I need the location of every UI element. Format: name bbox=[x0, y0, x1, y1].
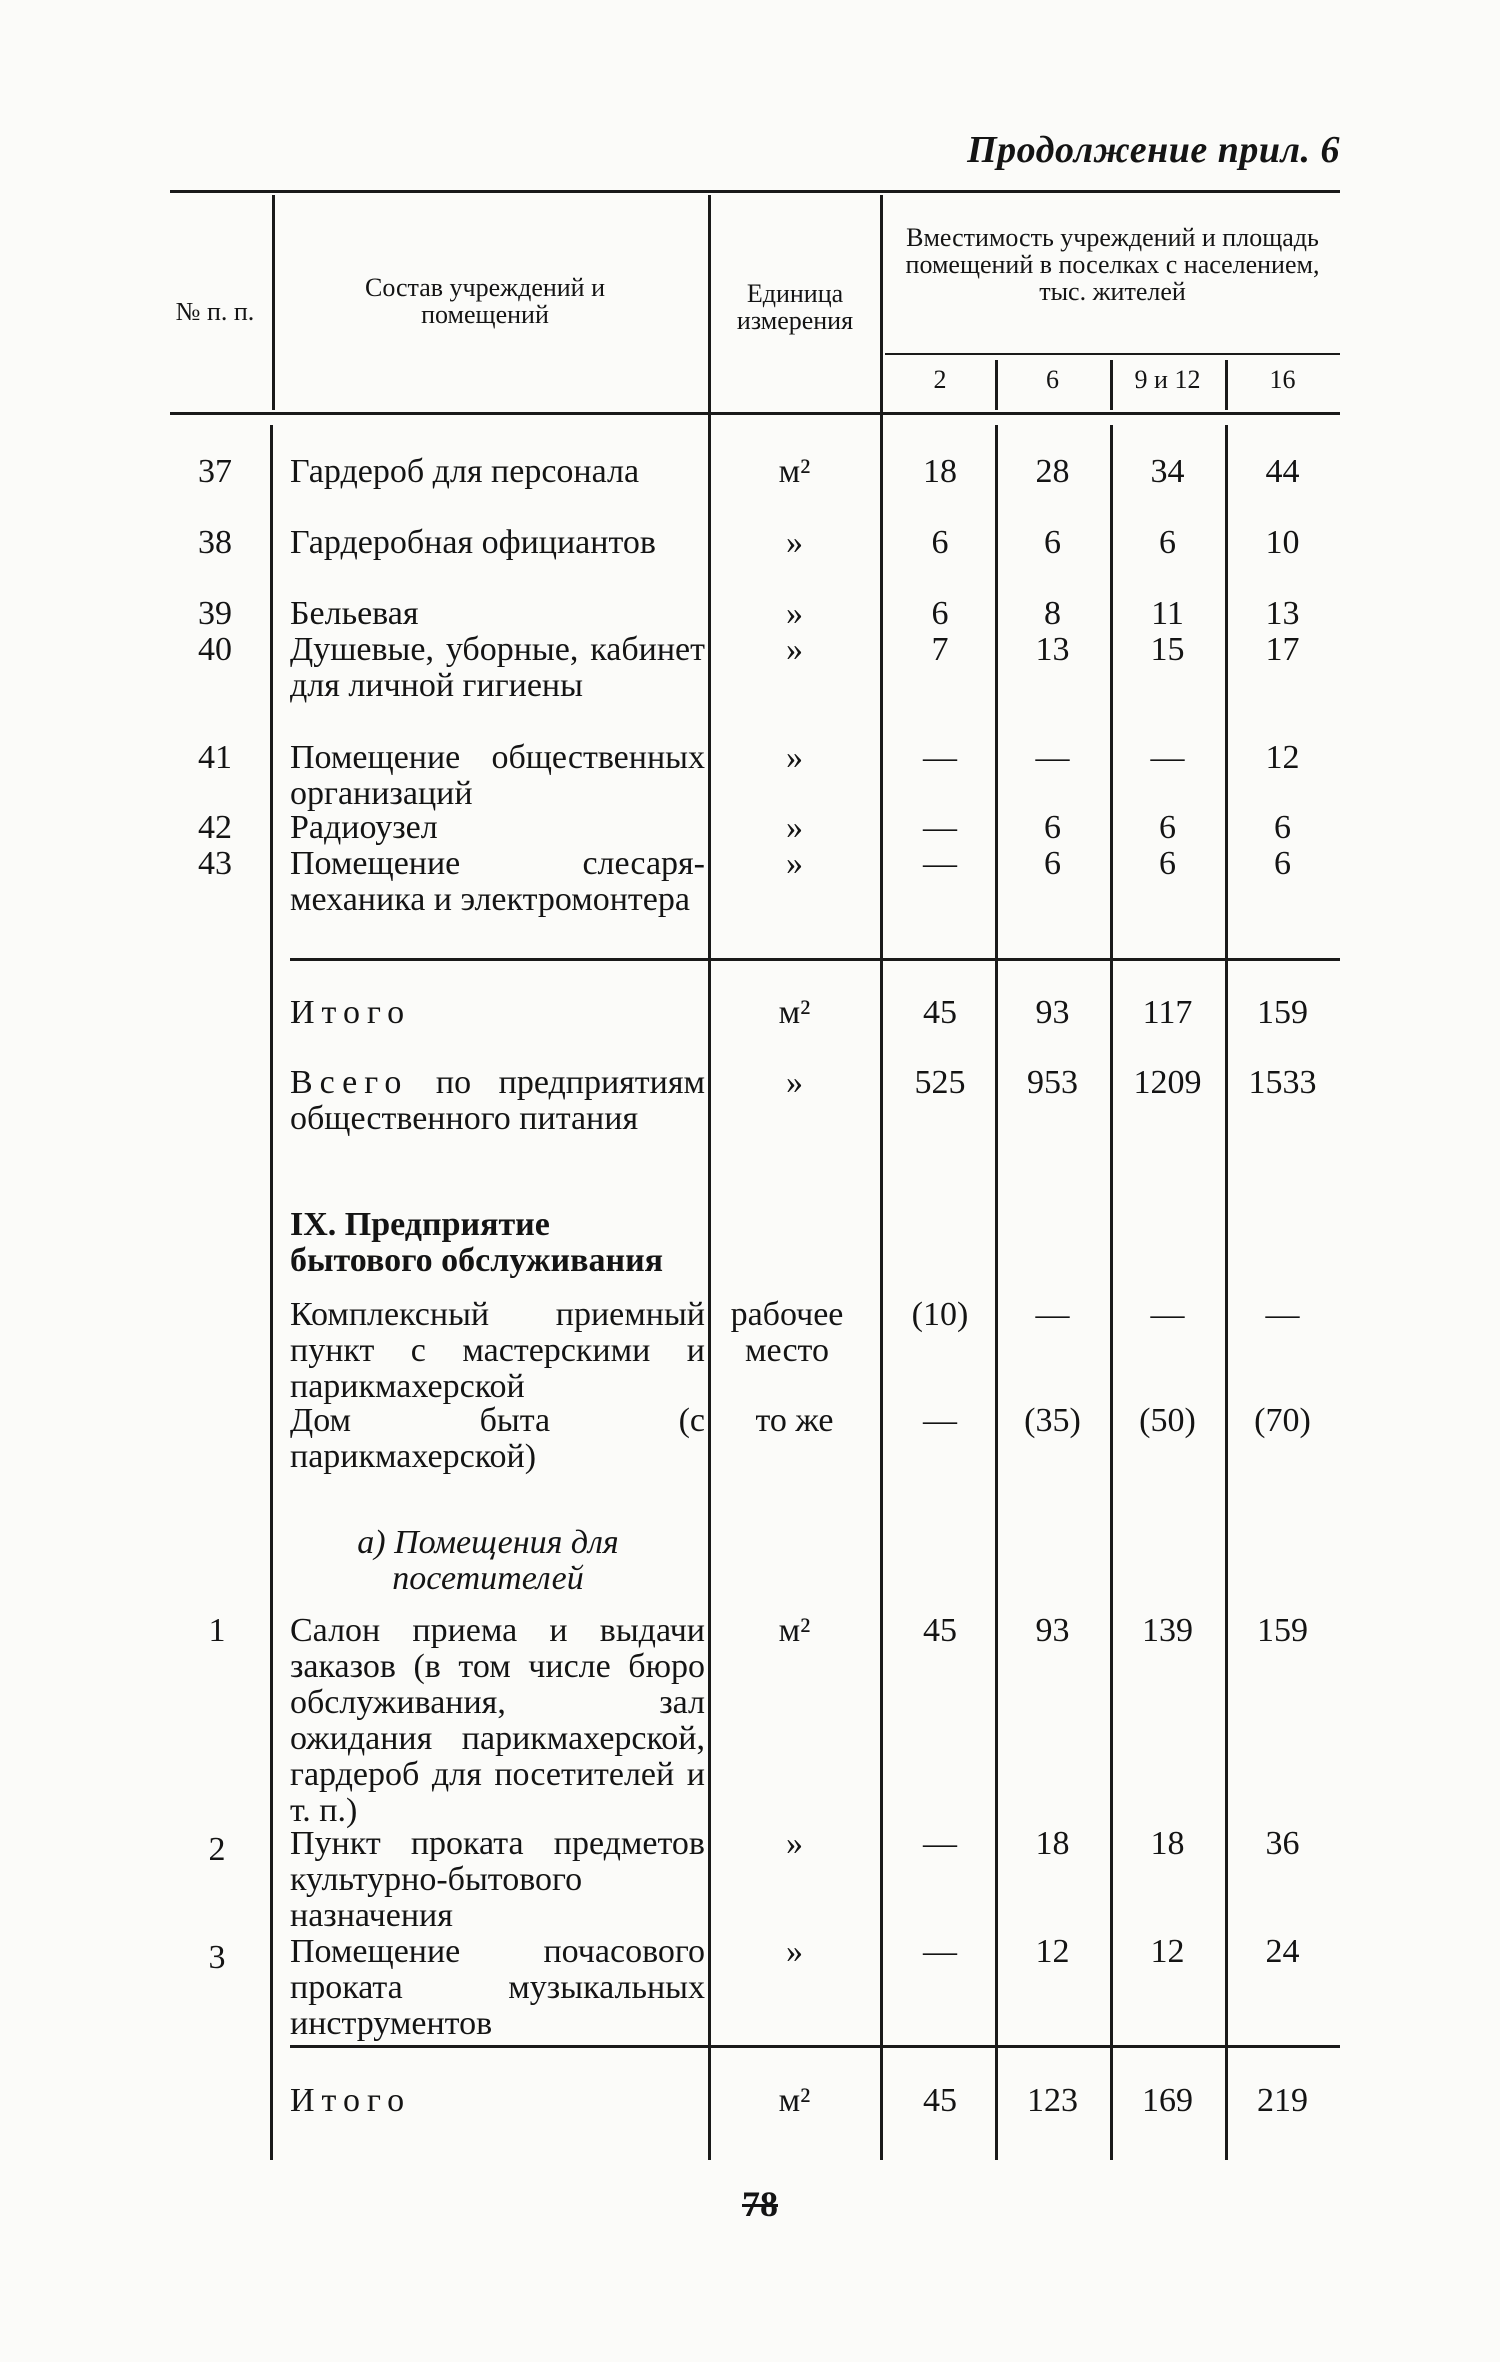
total-pop-9-12: 117 bbox=[1142, 994, 1193, 1031]
row-number: 1 bbox=[208, 1612, 226, 1649]
header-no: № п. п. bbox=[175, 297, 255, 326]
row-number: 41 bbox=[198, 739, 232, 776]
value-pop-6: — bbox=[1035, 739, 1070, 776]
row-number: 2 bbox=[208, 1831, 226, 1868]
header-pop-16: 16 bbox=[1269, 365, 1296, 394]
col-divider-no bbox=[272, 195, 275, 410]
value-pop-9-12: 6 bbox=[1159, 809, 1176, 846]
header-capacity: Вместимость учреждений и площадь помещений в поселках с населением, тыс. жителей bbox=[905, 223, 1320, 306]
value-pop-16: (70) bbox=[1254, 1402, 1311, 1439]
value-pop-9-12: 12 bbox=[1150, 1933, 1185, 1970]
value-pop-2: — bbox=[923, 739, 957, 776]
header-composition: Состав учреждений и помещений bbox=[364, 273, 606, 329]
value-pop-2: — bbox=[923, 845, 957, 882]
grand-total-rest: по предприятиям общественного питания bbox=[290, 1064, 705, 1137]
row-name: Гардероб для персонала bbox=[290, 453, 640, 490]
grand-total-label bbox=[290, 1065, 705, 1137]
row-unit: » bbox=[786, 739, 803, 776]
row-unit: рабочее место bbox=[730, 1296, 844, 1369]
table-top-rule bbox=[170, 190, 1340, 193]
value-pop-2: — bbox=[923, 1933, 957, 1970]
row-number: 37 bbox=[198, 453, 232, 490]
value-pop-16: 12 bbox=[1265, 739, 1300, 776]
row-name: Салон приема и выдачи заказов (в том числе бюро обслуживания, зал ожидания парикмахерской, гардероб для посетителей и т. п.) bbox=[290, 1612, 705, 1829]
total-b-rule bbox=[290, 2045, 1340, 2048]
total-unit: м² bbox=[778, 2082, 811, 2119]
value-pop-16: 159 bbox=[1257, 1612, 1308, 1649]
value-pop-2: 7 bbox=[931, 631, 949, 668]
value-pop-6: 18 bbox=[1035, 1825, 1070, 1862]
grand-total-pop-6: 953 bbox=[1027, 1064, 1078, 1101]
row-unit: » bbox=[786, 1825, 803, 1862]
value-pop-9-12: 11 bbox=[1151, 595, 1184, 632]
value-pop-2: 6 bbox=[931, 595, 949, 632]
row-unit: » bbox=[786, 845, 803, 882]
value-pop-16: 13 bbox=[1265, 595, 1300, 632]
value-pop-6: 28 bbox=[1035, 453, 1070, 490]
grand-total-unit: » bbox=[786, 1064, 803, 1101]
value-pop-16: 17 bbox=[1265, 631, 1300, 668]
grand-total-pop-2: 525 bbox=[914, 1064, 966, 1101]
value-pop-16: 36 bbox=[1265, 1825, 1300, 1862]
grand-total-pop-9-12: 1209 bbox=[1133, 1064, 1202, 1101]
row-name: Помещение общественных организаций bbox=[290, 739, 705, 812]
col-divider-name bbox=[708, 195, 711, 2160]
value-pop-9-12: 139 bbox=[1142, 1612, 1193, 1649]
value-pop-16: 10 bbox=[1265, 524, 1300, 561]
row-name: Помещение почасового проката музыкальных инструментов bbox=[290, 1933, 705, 2042]
total-a-rule bbox=[290, 958, 1340, 961]
total-pop-6: 93 bbox=[1035, 994, 1070, 1031]
value-pop-2: — bbox=[923, 1402, 957, 1439]
value-pop-6: 93 bbox=[1035, 1612, 1070, 1649]
value-pop-9-12: (50) bbox=[1139, 1402, 1196, 1439]
row-name: Бельевая bbox=[290, 595, 419, 632]
value-pop-2: — bbox=[923, 809, 957, 846]
row-number: 40 bbox=[198, 631, 232, 668]
value-pop-6: — bbox=[1035, 1296, 1070, 1333]
value-pop-6: 6 bbox=[1044, 845, 1061, 882]
value-pop-2: (10) bbox=[911, 1296, 969, 1333]
header-pop-2: 2 bbox=[933, 365, 947, 394]
value-pop-2: 6 bbox=[931, 524, 949, 561]
row-name: Дом быта (с парикмахерской) bbox=[290, 1402, 705, 1475]
value-pop-9-12: — bbox=[1150, 1296, 1185, 1333]
value-pop-9-12: 34 bbox=[1150, 453, 1185, 490]
value-pop-16: 6 bbox=[1274, 845, 1291, 882]
total-pop-9-12: 169 bbox=[1142, 2082, 1193, 2119]
value-pop-16: 24 bbox=[1265, 1933, 1300, 1970]
value-pop-9-12: 15 bbox=[1150, 631, 1185, 668]
value-pop-9-12: 18 bbox=[1150, 1825, 1185, 1862]
row-unit: » bbox=[786, 595, 803, 632]
value-pop-16: — bbox=[1265, 1296, 1300, 1333]
value-pop-2: 18 bbox=[923, 453, 957, 490]
row-unit: » bbox=[786, 809, 803, 846]
page-number: 78 bbox=[742, 2184, 778, 2224]
total-label: Итого bbox=[290, 2082, 412, 2119]
col-divider-6-body bbox=[1110, 425, 1113, 2160]
grand-total-lead: Всего bbox=[290, 1064, 409, 1101]
header-bottom-rule bbox=[170, 412, 1340, 415]
grand-total-pop-16: 1533 bbox=[1248, 1064, 1317, 1101]
total-pop-16: 159 bbox=[1257, 994, 1308, 1031]
subheader-rule bbox=[885, 353, 1340, 355]
row-number: 43 bbox=[198, 845, 232, 882]
row-unit: » bbox=[786, 1933, 803, 1970]
col-divider-9-body bbox=[1225, 425, 1228, 2160]
row-number: 42 bbox=[198, 809, 232, 846]
value-pop-9-12: — bbox=[1150, 739, 1185, 776]
value-pop-6: 12 bbox=[1035, 1933, 1070, 1970]
total-pop-2: 45 bbox=[923, 2082, 957, 2119]
row-name: Комплексный приемный пункт с мастерскими и парикмахерской bbox=[290, 1296, 705, 1405]
total-pop-6: 123 bbox=[1027, 2082, 1078, 2119]
value-pop-6: 13 bbox=[1035, 631, 1070, 668]
row-name: Пункт проката предметов культурно-бытового назначения bbox=[290, 1825, 705, 1934]
row-unit: » bbox=[786, 631, 803, 668]
value-pop-2: — bbox=[923, 1825, 957, 1862]
row-name: Радиоузел bbox=[290, 809, 438, 846]
value-pop-9-12: 6 bbox=[1159, 524, 1176, 561]
header-unit: Единица измерения bbox=[736, 279, 854, 335]
subsection-title: а) Помещения для посетителей bbox=[357, 1524, 619, 1597]
row-name: Душевые, уборные, кабинет для личной гигиены bbox=[290, 631, 705, 704]
value-pop-6: 6 bbox=[1044, 524, 1061, 561]
header-pop-6: 6 bbox=[1046, 365, 1059, 394]
row-number: 3 bbox=[208, 1939, 226, 1976]
row-name: Помещение слесаря-механика и электромонтера bbox=[290, 845, 705, 918]
total-pop-2: 45 bbox=[923, 994, 957, 1031]
value-pop-16: 44 bbox=[1265, 453, 1300, 490]
col-divider-2-body bbox=[995, 425, 998, 2160]
total-unit: м² bbox=[778, 994, 811, 1031]
value-pop-2: 45 bbox=[923, 1612, 957, 1649]
row-number: 38 bbox=[198, 524, 232, 561]
section-title: IX. Предприятие бытового обслуживания bbox=[290, 1206, 664, 1279]
total-label: Итого bbox=[290, 994, 412, 1031]
row-name: Гардеробная официантов bbox=[290, 524, 656, 561]
header-pop-9-12: 9 и 12 bbox=[1134, 365, 1201, 394]
value-pop-6: 8 bbox=[1044, 595, 1061, 632]
row-unit: м² bbox=[778, 453, 811, 490]
row-number: 39 bbox=[198, 595, 232, 632]
total-pop-16: 219 bbox=[1257, 2082, 1308, 2119]
value-pop-16: 6 bbox=[1274, 809, 1291, 846]
value-pop-6: 6 bbox=[1044, 809, 1061, 846]
row-unit: » bbox=[786, 524, 803, 561]
page-header-title: Продолжение прил. 6 bbox=[967, 129, 1340, 171]
row-unit: то же bbox=[755, 1402, 834, 1439]
value-pop-9-12: 6 bbox=[1159, 845, 1176, 882]
col-divider-no-body bbox=[270, 425, 273, 2160]
value-pop-6: (35) bbox=[1024, 1402, 1081, 1439]
col-divider-unit bbox=[880, 195, 883, 2160]
row-unit: м² bbox=[778, 1612, 811, 1649]
